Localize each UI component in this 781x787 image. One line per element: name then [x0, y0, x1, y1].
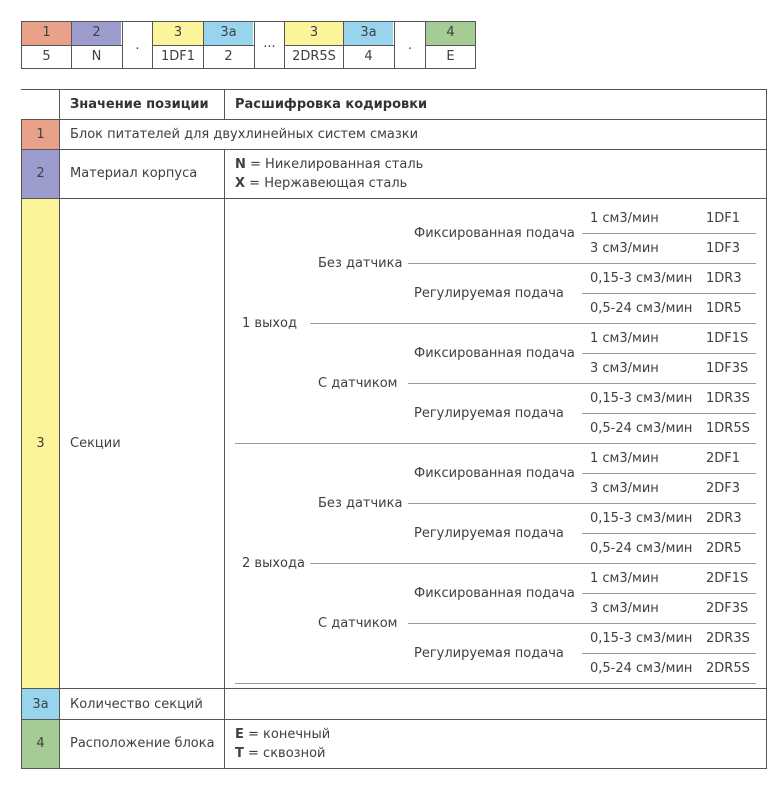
option-value: = сквозной	[248, 746, 326, 761]
rate-label: 1 см3/мин	[590, 571, 659, 586]
option-line	[235, 176, 407, 192]
rate-label: 0,15-3 см3/мин	[590, 631, 693, 646]
section-code: 2DR5S	[706, 661, 750, 676]
output-separator	[235, 683, 756, 684]
section-code: 1DR3S	[706, 391, 750, 406]
section-code: 1DF3S	[706, 361, 749, 376]
rate-label: 0,5-24 см3/мин	[590, 301, 693, 316]
code-value: 2DR5S	[292, 49, 336, 64]
code-header-label: 1	[42, 25, 51, 40]
column-header-position: Значение позиции	[70, 97, 209, 112]
output-label: 1 выход	[242, 316, 297, 331]
feed-label: Фиксированная подача	[414, 346, 575, 361]
feed-label: Фиксированная подача	[414, 226, 575, 241]
option-key: T	[235, 746, 244, 761]
section-code: 1DF3	[706, 241, 741, 256]
sensor-label: С датчиком	[318, 616, 398, 631]
feed-label: Регулируемая подача	[414, 646, 564, 661]
column-header-decoding: Расшифровка кодировки	[235, 97, 428, 112]
code-header-label: 3a	[360, 25, 377, 40]
code-ellipsis: ...	[263, 36, 276, 51]
row-number: 2	[36, 166, 45, 181]
code-header-label: 3a	[220, 25, 237, 40]
option-key: X	[235, 176, 246, 191]
option-key: E	[235, 727, 244, 742]
code-header-label: 3	[309, 25, 319, 40]
rate-label: 0,15-3 см3/мин	[590, 271, 693, 286]
section-code: 1DR5	[706, 301, 742, 316]
sensor-connector	[408, 503, 756, 504]
code-value: N	[91, 49, 102, 64]
rate-label: 3 см3/мин	[590, 601, 659, 616]
section-code: 2DR5	[706, 541, 742, 556]
option-line	[235, 157, 423, 173]
section-code: 1DR3	[706, 271, 742, 286]
code-header-label: 3	[173, 25, 183, 40]
rate-label: 0,15-3 см3/мин	[590, 391, 693, 406]
option-value: = конечный	[248, 727, 331, 742]
sensor-label: Без датчика	[318, 496, 403, 511]
code-value: 5	[42, 49, 51, 64]
code-header-label: 2	[92, 25, 101, 40]
rate-label: 0,15-3 см3/мин	[590, 511, 693, 526]
option-value: = Никелированная сталь	[250, 157, 424, 172]
feed-connector	[582, 233, 756, 234]
section-code: 2DF3S	[706, 601, 749, 616]
section-code: 1DF1	[706, 211, 741, 226]
section-code: 2DF1	[706, 451, 741, 466]
sensor-connector	[408, 263, 756, 264]
feed-label: Регулируемая подача	[414, 526, 564, 541]
sensor-label: С датчиком	[318, 376, 398, 391]
rate-label: 1 см3/мин	[590, 451, 659, 466]
feed-label: Фиксированная подача	[414, 466, 575, 481]
feed-label: Регулируемая подача	[414, 406, 564, 421]
feed-connector	[582, 353, 756, 354]
section-code: 1DF1S	[706, 331, 749, 346]
row-name: Количество секций	[70, 697, 203, 712]
output-connector	[310, 563, 756, 564]
feed-label: Фиксированная подача	[414, 586, 575, 601]
code-header-label: 4	[446, 25, 455, 40]
row-name: Материал корпуса	[70, 166, 198, 181]
rate-label: 3 см3/мин	[590, 241, 659, 256]
row-number: 3a	[32, 697, 49, 712]
feed-connector	[582, 653, 756, 654]
output-connector	[310, 323, 756, 324]
code-value: 4	[364, 49, 373, 64]
section-code: 2DR3S	[706, 631, 750, 646]
output-label: 2 выхода	[242, 556, 305, 571]
row-name: Блок питателей для двухлинейных систем смазки	[70, 127, 419, 142]
rate-label: 1 см3/мин	[590, 331, 659, 346]
section-code: 1DR5S	[706, 421, 750, 436]
sensor-connector	[408, 383, 756, 384]
option-key: N	[235, 157, 246, 172]
feed-connector	[582, 293, 756, 294]
rate-label: 3 см3/мин	[590, 361, 659, 376]
section-code: 2DR3	[706, 511, 742, 526]
rate-label: 3 см3/мин	[590, 481, 659, 496]
feed-connector	[582, 473, 756, 474]
feed-connector	[582, 593, 756, 594]
option-line	[235, 727, 330, 743]
section-code: 2DF1S	[706, 571, 749, 586]
rate-label: 0,5-24 см3/мин	[590, 661, 693, 676]
code-value: 1DF1	[160, 49, 196, 64]
option-value: = Нержавеющая сталь	[249, 176, 408, 191]
section-code: 2DF3	[706, 481, 741, 496]
option-line	[235, 746, 325, 762]
row-number: 4	[36, 736, 45, 751]
code-value: E	[446, 49, 455, 64]
sensor-label: Без датчика	[318, 256, 403, 271]
row-number: 3	[36, 436, 45, 451]
feed-connector	[582, 413, 756, 414]
feed-label: Регулируемая подача	[414, 286, 564, 301]
sensor-connector	[408, 623, 756, 624]
row-name: Секции	[70, 436, 121, 451]
row-number: 1	[36, 127, 45, 142]
code-separator: .	[407, 38, 413, 53]
code-value: 2	[224, 49, 233, 64]
rate-label: 1 см3/мин	[590, 211, 659, 226]
feed-connector	[582, 533, 756, 534]
rate-label: 0,5-24 см3/мин	[590, 421, 693, 436]
row-name: Расположение блока	[70, 736, 215, 751]
rate-label: 0,5-24 см3/мин	[590, 541, 693, 556]
output-separator	[235, 443, 756, 444]
code-separator: .	[135, 38, 140, 53]
